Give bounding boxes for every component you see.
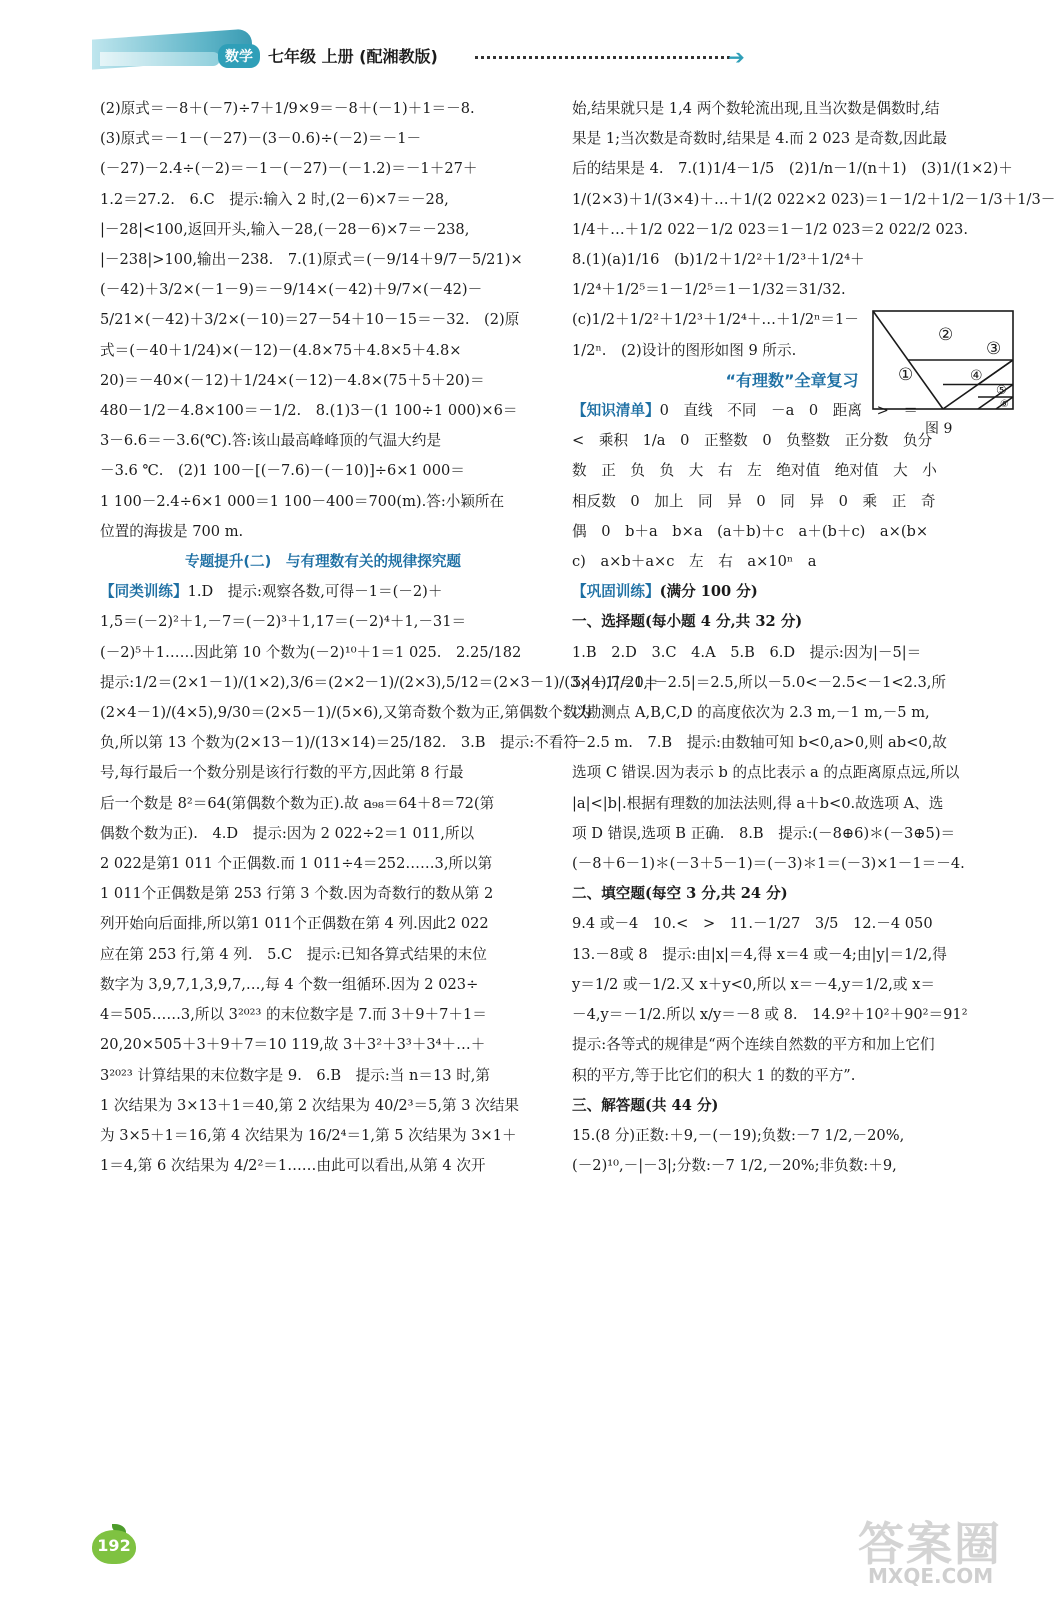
answer-text: 0 直线 不同 －a 0 距离 > ＝ — [659, 402, 918, 420]
answer-line: －2.5 m. 7.B 提示:由数轴可知 b<0,a>0,则 ab<0,故 — [572, 734, 947, 752]
answer-line: 4＝505……3,所以 3²⁰²³ 的末位数字是 7.而 3＋9＋7＋1＝ — [100, 1006, 487, 1024]
answer-line: (－8＋6－1)＊(－3＋5－1)＝(－3)＊1＝(－3)×1－1＝－4. — [572, 855, 965, 873]
part-title: 三、解答题(共 44 分) — [572, 1096, 719, 1114]
answer-line: 1.2＝27.2. 6.C 提示:输入 2 时,(2－6)×7＝－28, — [100, 190, 449, 208]
section-tag: 【知识清单】 — [572, 402, 660, 420]
answer-line: (2)原式＝－8＋(－7)÷7＋1/9×9＝－8＋(－1)＋1＝－8. — [100, 100, 475, 117]
answer-line: 15.(8 分)正数:＋9,－(－19);负数:－7 1/2,－20%, — [572, 1126, 905, 1144]
answer-line: 1/2⁴＋1/2⁵＝1－1/2⁵＝1－1/32＝31/32. — [572, 281, 846, 299]
answer-line: (－2)⁵＋1……因此第 10 个数为(－2)¹⁰＋1＝1 025. 2.25/182 — [100, 643, 522, 661]
answer-line: 偶 0 b＋a b×a (a＋b)＋c a＋(b＋c) a×(b× — [572, 522, 929, 540]
answer-line: 积的平方,等于比它们的积大 1 的数的平方”. — [572, 1066, 856, 1084]
answer-line: 9.4 或－4 10.< > 11.－1/27 3/5 12.－4 050 — [572, 915, 933, 933]
section-tag: 【巩固训练】 — [572, 583, 660, 601]
answer-line: 提示:各等式的规律是“两个连续自然数的平方和加上它们 — [572, 1036, 935, 1054]
answer-line: 式＝(－40＋1/24)×(－12)－(4.8×75＋4.8×5＋4.8× — [100, 341, 462, 359]
answer-line: 5/21×(－42)＋3/2×(－10)＝27－54＋10－15＝－32. (2)原 — [100, 311, 520, 329]
part-title: 一、选择题(每小题 4 分,共 32 分) — [572, 613, 803, 631]
answer-line — [572, 577, 1012, 607]
figure-label-2: ② — [938, 325, 954, 345]
answer-line: 项 D 错误,选项 B 正确. 8.B 提示:(－8⊕6)＊(－3⊕5)＝ — [572, 824, 956, 842]
answer-line: 5,|－1|＝1,|－2.5|＝2.5,所以－5.0<－2.5<－1<2.3,所 — [572, 673, 947, 691]
watermark-logo: 答案圈 — [858, 1517, 1002, 1571]
section-tag: 【同类训练】 — [100, 583, 188, 601]
answer-line: 1 100－2.4÷6×1 000＝1 100－400＝700(m).答:小颖所在 — [100, 492, 505, 510]
answer-line: 480－1/2－4.8×100＝－1/2. 8.(1)3－(1 100÷1 000)×6＝ — [100, 402, 518, 420]
answer-line: 2 022是第1 011 个正偶数.而 1 011÷4＝252……3,所以第 — [100, 855, 493, 873]
answer-line: c) a×b＋a×c 左 右 a×10ⁿ a — [572, 553, 817, 571]
answer-line: y＝1/2 或－1/2.又 x＋y<0,所以 x＝－4,y＝1/2,或 x＝ — [572, 975, 935, 993]
answer-line: 为 3×5＋1＝16,第 4 次结果为 16/2⁴＝1,第 5 次结果为 3×1＋ — [100, 1126, 517, 1144]
answer-line: 1/2ⁿ. (2)设计的图形如图 9 所示. — [572, 341, 797, 359]
answer-line: 20,20×505＋3＋9＋7＝10 119,故 3＋3²＋3³＋3⁴＋…＋ — [100, 1036, 486, 1054]
answer-line: (c)1/2＋1/2²＋1/2³＋1/2⁴＋…＋1/2ⁿ＝1－ — [572, 311, 859, 329]
answer-line: |－238|>100,输出－238. 7.(1)原式＝(－9/14＋9/7－5/21)× — [100, 251, 523, 269]
figure-label-3: ③ — [986, 339, 1002, 359]
book-title: 七年级 上册 (配湘教版) — [268, 47, 438, 66]
page-number: 192 — [97, 1536, 131, 1555]
answer-line: 偶数个数为正). 4.D 提示:因为 2 022÷2＝1 011,所以 — [100, 824, 475, 842]
answer-line: 数字为 3,9,7,1,3,9,7,…,每 4 个数一组循环.因为 2 023÷ — [100, 975, 479, 993]
answer-line: 1＝4,第 6 次结果为 4/2²＝1……由此可以看出,从第 4 次开 — [100, 1157, 486, 1175]
page-header — [0, 0, 1062, 90]
answer-line: 后的结果是 4. 7.(1)1/4－1/5 (2)1/n－1/(n＋1) (3)1/(1×2)＋ — [572, 160, 1013, 178]
answer-line: 选项 C 错误.因为表示 b 的点比表示 a 的点距离原点远,所以 — [572, 764, 960, 782]
figure-label-1: ① — [898, 365, 914, 385]
answer-line: 应在第 253 行,第 4 列. 5.C 提示:已知各算式结果的末位 — [100, 945, 487, 963]
figure-label-5: ⑤ — [996, 383, 1007, 397]
answer-line: 3²⁰²³ 计算结果的末位数字是 9. 6.B 提示:当 n＝13 时,第 — [100, 1066, 491, 1084]
answer-line: 负,所以第 13 个数为(2×13－1)/(13×14)＝25/182. 3.B 提示:不看符 — [100, 734, 578, 752]
section-title-chapter-review: “有理数”全章复习 — [725, 370, 859, 390]
answer-line: 位置的海拔是 700 m. — [100, 522, 244, 540]
watermark-url: MXQE.COM — [868, 1564, 994, 1588]
section-title-topic-2: 专题提升(二) 与有理数有关的规律探究题 — [184, 553, 462, 571]
header-dotted-line — [475, 56, 730, 59]
answer-line: －4,y＝－1/2.所以 x/y＝－8 或 8. 14.9²＋10²＋90²＝91² — [572, 1006, 968, 1024]
answer-line: 列开始向后面排,所以第1 011个正偶数在第 4 列.因此2 022 — [100, 915, 489, 933]
score-note: (满分 100 分) — [659, 583, 758, 601]
subject-badge: 数学 — [218, 44, 260, 68]
answer-line: < 乘积 1/a 0 正整数 0 负整数 正分数 负分 — [572, 432, 933, 450]
answer-line — [100, 577, 546, 607]
answer-line: 数 正 负 负 大 右 左 绝对值 绝对值 大 小 — [572, 462, 937, 480]
answer-line: (－2)¹⁰,－|－3|;分数:－7 1/2,－20%;非负数:＋9, — [572, 1157, 897, 1175]
answer-line: 1/(2×3)＋1/(3×4)＋…＋1/(2 022×2 023)＝1－1/2＋1/2－1/3＋1/3－ — [572, 190, 1056, 208]
answer-line: (－42)＋3/2×(－1－9)＝－9/14×(－42)＋9/7×(－42)－ — [100, 281, 483, 299]
answer-text: 1.D 提示:观察各数,可得－1＝(－2)＋ — [187, 583, 443, 601]
answer-line: 3－6.6＝－3.6(℃).答:该山最高峰峰顶的气温大约是 — [100, 432, 442, 450]
answer-line: 始,结果就只是 1,4 两个数轮流出现,且当次数是偶数时,结 — [572, 100, 940, 117]
answer-line: －3.6 ℃. (2)1 100－[(－7.6)－(－10)]÷6×1 000＝ — [100, 462, 465, 480]
answer-line: 果是 1;当次数是奇数时,结果是 4.而 2 023 是奇数,因此最 — [572, 130, 948, 148]
answer-line: 8.(1)(a)1/16 (b)1/2＋1/2²＋1/2³＋1/2⁴＋ — [572, 251, 865, 269]
answer-line: (3)原式＝－1－(－27)－(3－0.6)÷(－2)＝－1－ — [100, 130, 422, 148]
answer-line: 1,5＝(－2)²＋1,－7＝(－2)³＋1,17＝(－2)⁴＋1,－31＝ — [100, 613, 467, 631]
answer-line: 以勘测点 A,B,C,D 的高度依次为 2.3 m,－1 m,－5 m, — [572, 704, 930, 722]
watermark — [858, 1508, 1038, 1592]
header-swoosh-decoration-2 — [100, 52, 220, 66]
figure-9-diagram — [872, 310, 1014, 410]
answer-line: (2×4－1)/(4×5),9/30＝(2×5－1)/(5×6),又第奇数个数为正,第偶数个数为 — [100, 704, 592, 722]
answer-line: |a|<|b|.根据有理数的加法法则,得 a＋b<0.故选项 A、选 — [572, 794, 944, 812]
answer-line: 20)＝－40×(－12)＋1/24×(－12)－4.8×(75＋5＋20)＝ — [100, 371, 485, 389]
answer-line: 相反数 0 加上 同 异 0 同 异 0 乘 正 奇 — [572, 492, 936, 510]
answer-line: 提示:1/2＝(2×1－1)/(1×2),3/6＝(2×2－1)/(2×3),5/12＝(2×3－1)/(3×4),7/20＝ — [100, 673, 659, 691]
figure-label-4: ④ — [970, 368, 983, 384]
answer-line: 1 011个正偶数是第 253 行第 3 个数.因为奇数行的数从第 2 — [100, 885, 494, 903]
figure-caption: 图 9 — [925, 421, 953, 437]
arrow-right-icon: ➔ — [728, 45, 745, 69]
right-column — [572, 94, 1056, 1181]
answer-line: 1/4＋…＋1/2 022－1/2 023＝1－1/2 023＝2 022/2 023. — [572, 220, 968, 238]
part-title: 二、填空题(每空 3 分,共 24 分) — [572, 885, 788, 903]
answer-line: |－28|<100,返回开头,输入－28,(－28－6)×7＝－238, — [100, 220, 470, 238]
answer-line: 13.－8或 8 提示:由|x|＝4,得 x＝4 或－4;由|y|＝1/2,得 — [572, 945, 947, 963]
answer-line: 1.B 2.D 3.C 4.A 5.B 6.D 提示:因为|－5|＝ — [572, 643, 922, 661]
answer-line: 1 次结果为 3×13＋1＝40,第 2 次结果为 40/2³＝5,第 3 次结果 — [100, 1096, 519, 1114]
answer-line: (－27)－2.4÷(－2)＝－1－(－27)－(－1.2)＝－1＋27＋ — [100, 160, 478, 178]
answer-line: 后一个数是 8²＝64(第偶数个数为正).故 a₉₈＝64＋8＝72(第 — [100, 794, 495, 812]
page-number-badge — [92, 1524, 140, 1564]
answer-line: 号,每行最后一个数分别是该行行数的平方,因此第 8 行最 — [100, 764, 464, 782]
figure-label-6: ⑥ — [1000, 399, 1009, 410]
